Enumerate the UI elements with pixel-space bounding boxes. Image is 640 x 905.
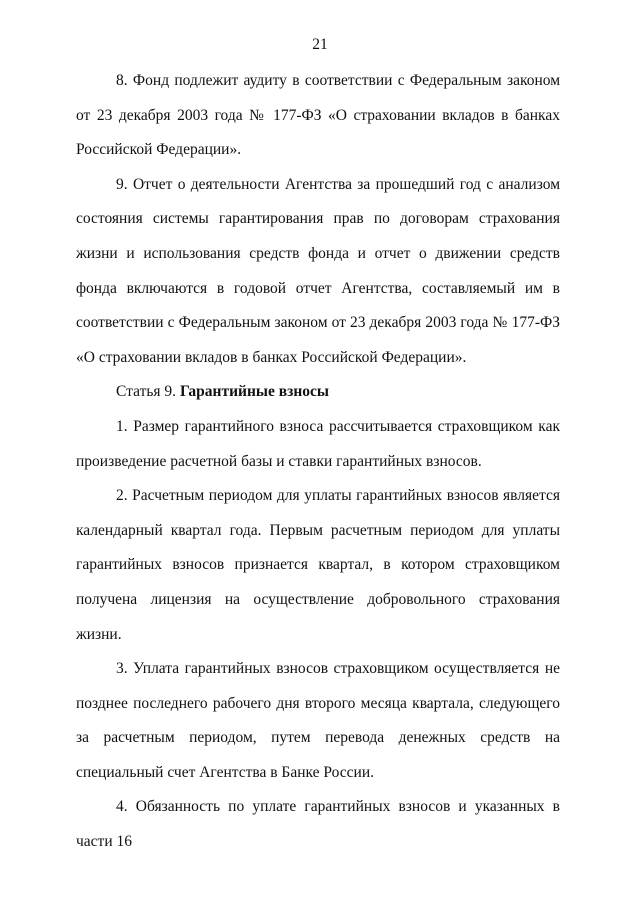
- paragraph-1: 1. Размер гарантийного взноса рассчитывается страховщиком как произведение расчетной базы и ставки гарантийных взносов.: [76, 417, 560, 470]
- paragraph-8: 8. Фонд подлежит аудиту в соответствии с Федеральным законом от 23 декабря 2003 года № 177-ФЗ «О страховании вкладов в банках Российской Федерации».: [76, 72, 560, 159]
- paragraph-3: 3. Уплата гарантийных взносов страховщиком осуществляется не позднее последнего рабочего дня второго месяца квартала, следующего за расчетным периодом, путем перевода денежных средств на специальный счет Агентства в Банке России.: [76, 660, 560, 781]
- paragraph-4: 4. Обязанность по уплате гарантийных взносов и указанных в части 16: [76, 798, 560, 851]
- paragraph-2: 2. Расчетным периодом для уплаты гарантийных взносов является календарный квартал года. Первым расчетным периодом для уплаты гарантийных взносов признается квартал, в котором страховщиком получена лицензия на осуществление добровольного страхования жизни.: [76, 487, 560, 643]
- document-body: [76, 64, 560, 860]
- paragraph-9: 9. Отчет о деятельности Агентства за прошедший год с анализом состояния системы гарантирования прав по договорам страхования жизни и использования средств фонда и отчет о движении средств фонда включаются в годовой отчет Агентства, составляемый им в соответствии с Федеральным законом от 23 декабря 2003 года № 177-ФЗ «О страховании вкладов в банках Российской Федерации».: [76, 175, 560, 366]
- page-number: 21: [312, 36, 328, 53]
- article-title: Гарантийные взносы: [179, 383, 330, 401]
- article-label: Статья 9.: [116, 383, 177, 401]
- article-heading: [76, 375, 560, 410]
